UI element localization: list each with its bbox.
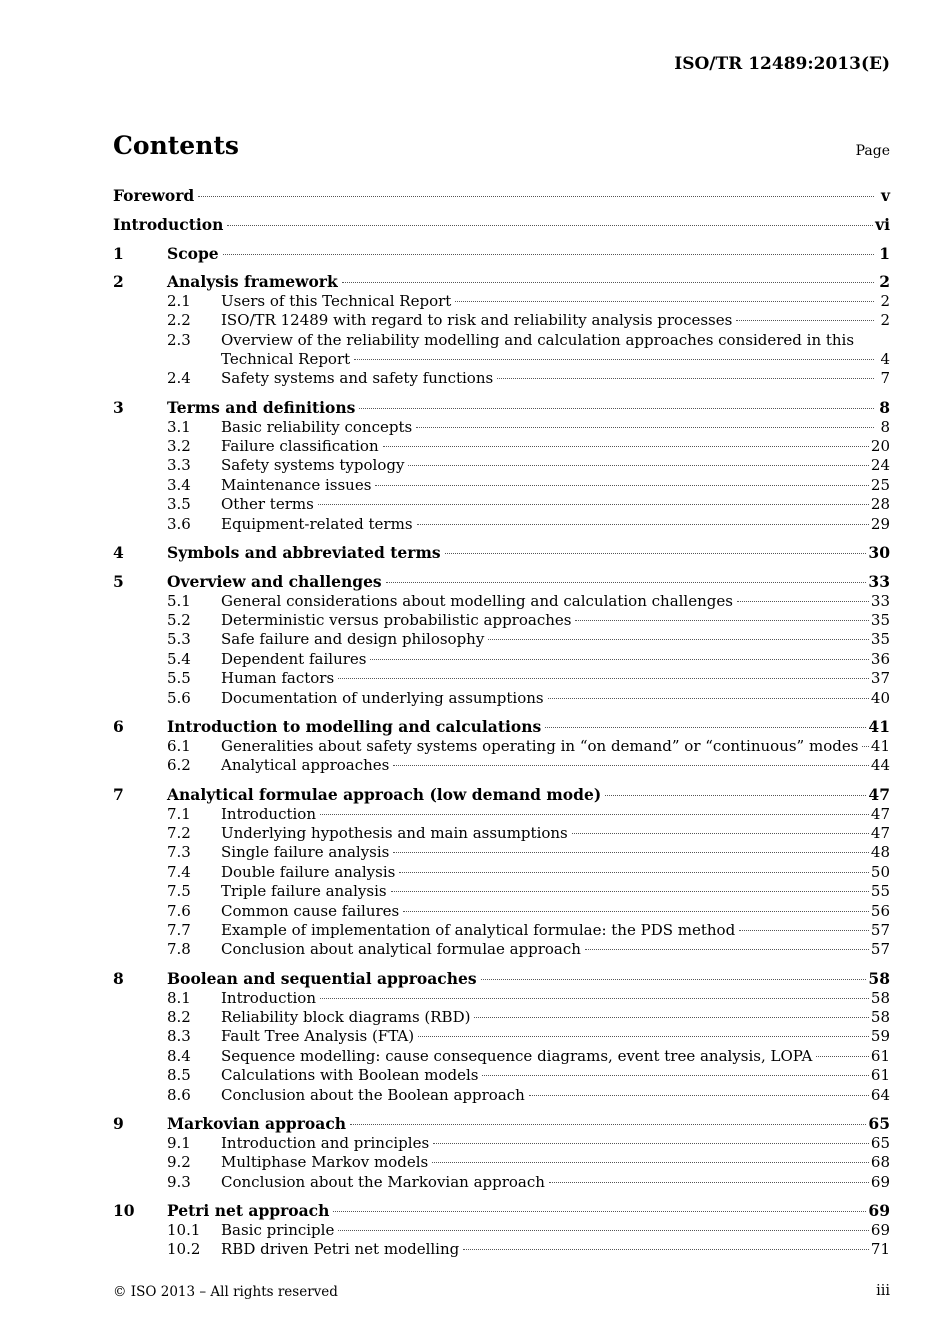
dot-leader	[338, 1230, 869, 1231]
toc-entry-clause[interactable]	[113, 398, 890, 417]
toc-entry-page: 47	[870, 804, 890, 823]
toc-entry-title: ISO/TR 12489 with regard to risk and reliability analysis processes	[221, 311, 733, 330]
dot-leader	[359, 408, 874, 409]
toc-entry-number: 8.2	[167, 1007, 191, 1026]
toc-entry-number: 7.7	[167, 920, 191, 939]
toc-entry-number: 2	[113, 272, 124, 292]
toc-entry-number: 9	[113, 1114, 124, 1134]
toc-entry-title: Reliability block diagrams (RBD)	[221, 1007, 471, 1026]
toc-entry-title: Single failure analysis	[221, 843, 390, 862]
toc-entry-number: 1	[113, 243, 124, 263]
toc-entry-number: 2.3	[167, 330, 191, 349]
toc-entry-subclause[interactable]	[113, 1066, 890, 1085]
toc-entry-subclause[interactable]	[113, 1153, 890, 1172]
toc-entry-title: RBD driven Petri net modelling	[221, 1240, 460, 1259]
toc-entry-subclause[interactable]	[113, 1086, 890, 1105]
toc-entry-page: 36	[870, 649, 890, 668]
toc-entry-number: 7.6	[167, 901, 191, 920]
toc-entry-subclause[interactable]	[113, 689, 890, 708]
toc-entry-title: Safety systems and safety functions	[221, 369, 494, 388]
toc-entry-subclause[interactable]	[113, 437, 890, 456]
toc-entry-subclause[interactable]	[113, 1027, 890, 1046]
toc-entry-page: 55	[870, 882, 890, 901]
toc-entry-subclause[interactable]	[113, 630, 890, 649]
toc-entry-subclause[interactable]	[113, 1173, 890, 1192]
dot-leader	[223, 254, 874, 255]
toc-entry-page: 7	[880, 369, 890, 388]
toc-entry-page: 29	[870, 514, 890, 533]
toc-entry-title: Triple failure analysis	[221, 882, 387, 901]
toc-entry-subclause[interactable]	[113, 989, 890, 1008]
toc-entry-page: 33	[870, 591, 890, 610]
toc-entry-number: 8.5	[167, 1066, 191, 1085]
dot-leader	[393, 765, 869, 766]
toc-entry-page: 8	[879, 398, 890, 418]
toc-entry-number: 10.2	[167, 1240, 201, 1259]
toc-entry-page: 59	[870, 1027, 890, 1046]
dot-leader	[375, 485, 869, 486]
toc-entry-page: 37	[870, 669, 890, 688]
toc-entry-title: Boolean and sequential approaches	[167, 969, 477, 989]
toc-entry-clause[interactable]	[113, 785, 890, 804]
dot-leader	[370, 659, 868, 660]
toc-entry-page: v	[880, 186, 890, 205]
dot-leader	[445, 553, 867, 554]
toc-entry-introduction[interactable]	[113, 215, 890, 234]
dot-leader	[455, 301, 874, 302]
toc-entry-title: Fault Tree Analysis (FTA)	[221, 1027, 415, 1046]
dot-leader	[403, 911, 869, 912]
toc-entry-number: 6.2	[167, 756, 191, 775]
toc-entry-page: 30	[868, 543, 890, 563]
toc-entry-number: 3.1	[167, 417, 191, 436]
toc-entry-number: 9.3	[167, 1172, 191, 1191]
toc-entry-title: Petri net approach	[167, 1201, 330, 1221]
toc-entry-page: 68	[870, 1153, 890, 1172]
toc-entry-number: 7.8	[167, 940, 191, 959]
toc-entry-page: 69	[870, 1172, 890, 1191]
toc-entry-title: Basic reliability concepts	[221, 417, 413, 436]
toc-entry-page: 69	[870, 1220, 890, 1239]
table-of-contents	[113, 186, 890, 1269]
toc-entry-number: 9.1	[167, 1133, 191, 1152]
toc-entry-page: 65	[868, 1114, 890, 1134]
toc-entry-subclause[interactable]	[113, 650, 890, 669]
toc-entry-number: 7.5	[167, 882, 191, 901]
toc-entry-title: Generalities about safety systems operating in “on demand” or “continuous” modes	[221, 736, 859, 755]
toc-entry-number: 8.4	[167, 1046, 191, 1065]
dot-leader	[383, 446, 869, 447]
toc-section-introduction	[113, 215, 890, 234]
toc-entry-number: 6.1	[167, 736, 191, 755]
dot-leader	[338, 678, 869, 679]
toc-entry-subclause[interactable]	[113, 737, 890, 756]
dot-leader	[318, 504, 869, 505]
dot-leader	[862, 746, 868, 747]
toc-entry-subclause[interactable]	[113, 1008, 890, 1027]
toc-entry-subclause[interactable]	[113, 292, 890, 311]
dot-leader	[529, 1095, 869, 1096]
dot-leader	[739, 930, 869, 931]
dot-leader	[417, 524, 869, 525]
toc-entry-page: 50	[870, 862, 890, 881]
toc-entry-page: 2	[880, 311, 890, 330]
toc-entry-title: Calculations with Boolean models	[221, 1066, 479, 1085]
toc-entry-page: 24	[870, 456, 890, 475]
toc-entry-page: 40	[870, 688, 890, 707]
toc-entry-subclause[interactable]	[113, 669, 890, 688]
toc-entry-page: 48	[870, 843, 890, 862]
toc-entry-subclause[interactable]	[113, 863, 890, 882]
toc-section	[113, 272, 890, 388]
toc-entry-page: 35	[870, 630, 890, 649]
dot-leader	[549, 1182, 869, 1183]
toc-entry-title: Users of this Technical Report	[221, 291, 452, 310]
toc-entry-number: 5.5	[167, 669, 191, 688]
dot-leader	[393, 852, 869, 853]
toc-section	[113, 969, 890, 1105]
toc-section	[113, 543, 890, 562]
toc-entry-title: Other terms	[221, 495, 314, 514]
dot-leader	[416, 427, 874, 428]
toc-entry-title: Basic principle	[221, 1220, 335, 1239]
dot-leader	[408, 465, 868, 466]
toc-entry-subclause[interactable]	[113, 611, 890, 630]
dot-leader	[545, 727, 866, 728]
toc-entry-number: 6	[113, 717, 124, 737]
toc-entry-number: 10.1	[167, 1220, 201, 1239]
toc-entry-page: 57	[870, 940, 890, 959]
toc-entry-title: Analytical formulae approach (low demand mode)	[167, 785, 602, 805]
toc-entry-page: 56	[870, 901, 890, 920]
toc-entry-clause[interactable]	[113, 272, 890, 291]
dot-leader	[605, 795, 866, 796]
dot-leader	[418, 1036, 869, 1037]
dot-leader	[482, 1075, 868, 1076]
toc-entry-title: Analysis framework	[167, 272, 338, 292]
toc-entry-number: 2.4	[167, 369, 191, 388]
toc-entry-subclause[interactable]	[113, 1240, 890, 1259]
dot-leader	[548, 698, 869, 699]
toc-entry-title: Dependent failures	[221, 649, 367, 668]
toc-entry-title: Terms and definitions	[167, 398, 356, 418]
toc-entry-subclause[interactable]	[113, 921, 890, 940]
toc-entry-title: Introduction	[113, 214, 224, 234]
toc-entry-title: Conclusion about the Boolean approach	[221, 1085, 525, 1104]
toc-entry-clause[interactable]	[113, 1114, 890, 1133]
toc-entry-title: Foreword	[113, 186, 195, 205]
toc-entry-number: 4	[113, 543, 124, 563]
toc-section	[113, 1114, 890, 1192]
toc-entry-number: 7	[113, 785, 124, 805]
dot-leader	[572, 833, 869, 834]
toc-entry-page: 58	[868, 969, 890, 989]
dot-leader	[481, 979, 867, 980]
dot-leader	[433, 1143, 869, 1144]
toc-entry-page: 61	[870, 1046, 890, 1065]
toc-entry-number: 5	[113, 572, 124, 592]
dot-leader	[198, 196, 874, 197]
toc-entry-subclause[interactable]	[113, 1047, 890, 1066]
toc-entry-clause[interactable]	[113, 543, 890, 562]
contents-title: Contents	[113, 131, 240, 160]
toc-section	[113, 398, 890, 534]
page-column-label: Page	[855, 143, 890, 159]
toc-entry-title: Symbols and abbreviated terms	[167, 543, 441, 563]
toc-entry-subclause[interactable]	[113, 369, 890, 388]
toc-entry-title: Introduction	[221, 804, 316, 823]
toc-entry-subclause[interactable]	[113, 476, 890, 495]
toc-entry-number: 5.1	[167, 591, 191, 610]
toc-entry-title: Documentation of underlying assumptions	[221, 688, 544, 707]
toc-entry-subclause[interactable]	[113, 331, 890, 370]
toc-entry-title: Deterministic versus probabilistic approaches	[221, 611, 572, 630]
toc-entry-subclause[interactable]	[113, 824, 890, 843]
toc-entry-number: 7.4	[167, 862, 191, 881]
toc-entry-number: 2.2	[167, 311, 191, 330]
toc-entry-page: 47	[870, 823, 890, 842]
dot-leader	[463, 1249, 869, 1250]
toc-entry-title: Example of implementation of analytical formulae: the PDS method	[221, 920, 736, 939]
page-number: iii	[876, 1283, 890, 1299]
toc-entry-number: 3.6	[167, 514, 191, 533]
toc-entry-number: 3.3	[167, 456, 191, 475]
toc-entry-clause[interactable]	[113, 1201, 890, 1220]
toc-entry-title: Common cause failures	[221, 901, 400, 920]
dot-leader	[497, 378, 874, 379]
toc-entry-title-line2	[221, 350, 890, 369]
toc-entry-page: 47	[868, 785, 890, 805]
toc-entry-subclause[interactable]	[113, 1221, 890, 1240]
toc-entry-number: 8.3	[167, 1027, 191, 1046]
toc-entry-number: 8	[113, 969, 124, 989]
toc-entry-title: Safety systems typology	[221, 456, 405, 475]
toc-entry-subclause[interactable]	[113, 940, 890, 959]
toc-entry-number: 5.3	[167, 630, 191, 649]
toc-entry-subclause[interactable]	[113, 418, 890, 437]
toc-entry-number: 8.6	[167, 1085, 191, 1104]
toc-entry-subclause[interactable]	[113, 1134, 890, 1153]
toc-entry-page: 58	[870, 1007, 890, 1026]
toc-entry-foreword[interactable]	[113, 186, 890, 205]
toc-entry-number: 5.6	[167, 688, 191, 707]
toc-entry-page: 57	[870, 920, 890, 939]
toc-entry-page: 61	[870, 1066, 890, 1085]
toc-entry-page: 1	[879, 243, 890, 263]
toc-entry-page: 20	[870, 437, 890, 456]
toc-entry-title: Underlying hypothesis and main assumptions	[221, 823, 568, 842]
toc-entry-subclause[interactable]	[113, 495, 890, 514]
toc-entry-title: Introduction and principles	[221, 1133, 430, 1152]
toc-entry-number: 3.2	[167, 437, 191, 456]
toc-entry-title: Markovian approach	[167, 1114, 347, 1134]
document-id: ISO/TR 12489:2013(E)	[674, 54, 890, 74]
toc-entry-number: 8.1	[167, 988, 191, 1007]
toc-entry-page: 69	[868, 1201, 890, 1221]
dot-leader	[354, 359, 874, 360]
toc-entry-page: 65	[870, 1133, 890, 1152]
toc-entry-title: Safe failure and design philosophy	[221, 630, 485, 649]
toc-entry-title: Human factors	[221, 669, 335, 688]
toc-entry-page: 64	[870, 1085, 890, 1104]
toc-entry-page: 41	[870, 736, 890, 755]
toc-entry-subclause[interactable]	[113, 311, 890, 330]
dot-leader	[227, 225, 873, 226]
toc-entry-subclause[interactable]	[113, 805, 890, 824]
toc-entry-title: Overview and challenges	[167, 572, 382, 592]
copyright-notice: © ISO 2013 – All rights reserved	[113, 1284, 338, 1300]
toc-entry-clause[interactable]	[113, 244, 890, 263]
toc-entry-number: 7.2	[167, 823, 191, 842]
toc-entry-number: 3.5	[167, 495, 191, 514]
toc-entry-clause[interactable]	[113, 969, 890, 988]
toc-section	[113, 1201, 890, 1259]
toc-entry-title: Double failure analysis	[221, 862, 396, 881]
dot-leader	[320, 814, 869, 815]
toc-entry-clause[interactable]	[113, 572, 890, 591]
toc-entry-title: Conclusion about the Markovian approach	[221, 1172, 545, 1191]
toc-entry-number: 5.2	[167, 611, 191, 630]
toc-entry-title: Overview of the reliability modelling and calculation approaches considered in this	[221, 330, 855, 349]
dot-leader	[432, 1162, 869, 1163]
toc-entry-page: 33	[868, 572, 890, 592]
toc-entry-number: 5.4	[167, 649, 191, 668]
toc-entry-subclause[interactable]	[113, 592, 890, 611]
toc-entry-number: 10	[113, 1201, 135, 1221]
toc-section	[113, 244, 890, 263]
dot-leader	[320, 998, 869, 999]
toc-entry-title: Multiphase Markov models	[221, 1153, 429, 1172]
toc-entry-title-wrap	[221, 331, 890, 370]
toc-entry-number: 9.2	[167, 1153, 191, 1172]
toc-entry-number: 3.4	[167, 475, 191, 494]
dot-leader	[585, 949, 869, 950]
toc-entry-page: 44	[870, 756, 890, 775]
toc-entry-page: 58	[870, 988, 890, 1007]
toc-entry-page: 71	[870, 1240, 890, 1259]
toc-entry-page: 2	[880, 291, 890, 310]
toc-entry-title: Equipment-related terms	[221, 514, 413, 533]
toc-entry-title: Failure classification	[221, 437, 379, 456]
dot-leader	[391, 891, 869, 892]
toc-entry-title: Sequence modelling: cause consequence diagrams, event tree analysis, LOPA	[221, 1046, 813, 1065]
toc-entry-page: 8	[880, 417, 890, 436]
toc-entry-number: 3	[113, 398, 124, 418]
toc-section	[113, 717, 890, 775]
dot-leader	[386, 582, 867, 583]
toc-entry-clause[interactable]	[113, 717, 890, 736]
dot-leader	[736, 320, 874, 321]
toc-entry-title: General considerations about modelling and calculation challenges	[221, 591, 733, 610]
dot-leader	[816, 1056, 869, 1057]
toc-section	[113, 785, 890, 960]
toc-entry-page: 28	[870, 495, 890, 514]
toc-entry-number: 7.1	[167, 804, 191, 823]
toc-entry-page: 41	[868, 717, 890, 737]
toc-entry-title-continued: Technical Report	[221, 350, 351, 369]
dot-leader	[474, 1017, 868, 1018]
toc-entry-subclause[interactable]	[113, 515, 890, 534]
toc-entry-subclause[interactable]	[113, 756, 890, 775]
toc-entry-page: vi	[875, 214, 890, 234]
toc-entry-subclause[interactable]	[113, 456, 890, 475]
toc-entry-title: Maintenance issues	[221, 475, 372, 494]
dot-leader	[488, 639, 869, 640]
dot-leader	[737, 601, 869, 602]
dot-leader	[333, 1211, 866, 1212]
toc-entry-subclause[interactable]	[113, 902, 890, 921]
toc-entry-title: Analytical approaches	[221, 756, 390, 775]
toc-section	[113, 572, 890, 708]
toc-entry-number: 7.3	[167, 843, 191, 862]
toc-entry-page: 25	[870, 475, 890, 494]
toc-section-foreword	[113, 186, 890, 205]
toc-entry-title: Introduction to modelling and calculations	[167, 717, 542, 737]
toc-entry-number: 2.1	[167, 291, 191, 310]
toc-entry-subclause[interactable]	[113, 882, 890, 901]
toc-entry-title: Scope	[167, 243, 219, 263]
toc-entry-page: 4	[880, 350, 890, 369]
toc-entry-page: 35	[870, 611, 890, 630]
toc-entry-page: 2	[879, 272, 890, 292]
dot-leader	[342, 282, 874, 283]
dot-leader	[350, 1124, 866, 1125]
toc-entry-subclause[interactable]	[113, 843, 890, 862]
toc-entry-title: Conclusion about analytical formulae approach	[221, 940, 581, 959]
dot-leader	[399, 872, 869, 873]
dot-leader	[575, 620, 868, 621]
toc-entry-title: Introduction	[221, 988, 316, 1007]
